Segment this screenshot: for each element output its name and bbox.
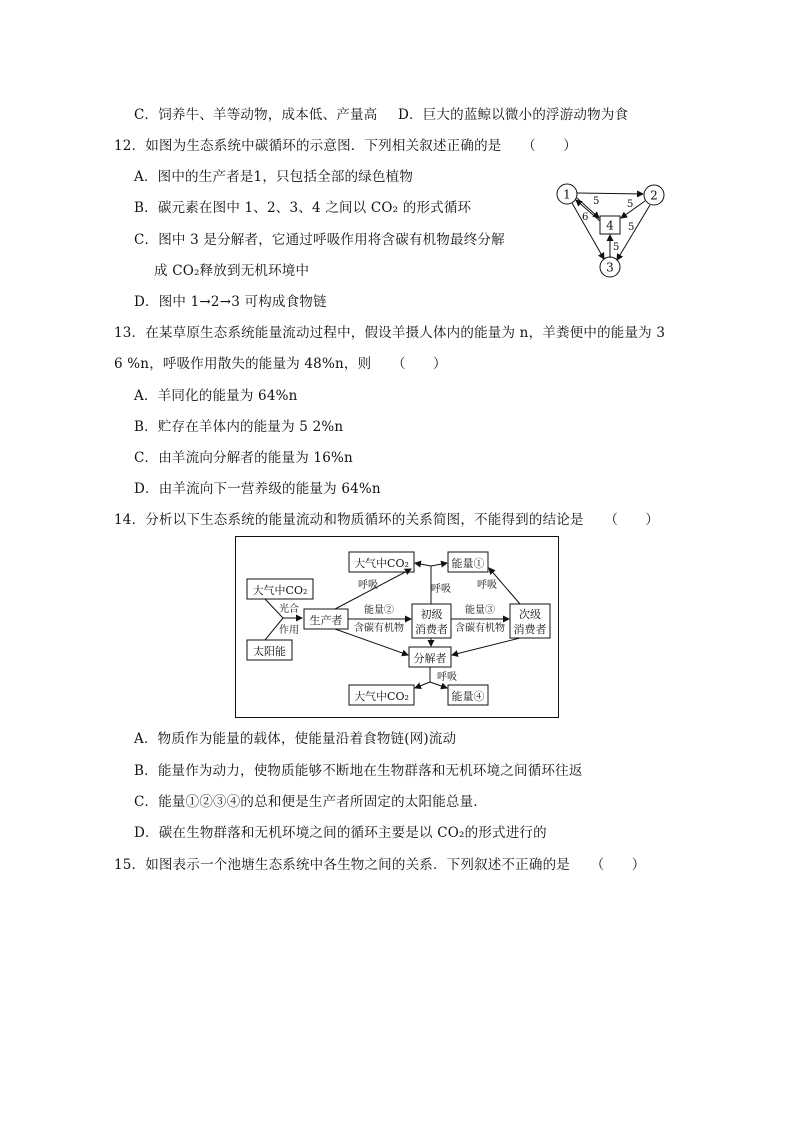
energy-flow-diagram (235, 536, 559, 718)
node-4-label: 4 (606, 218, 614, 233)
resp4-label: 呼吸 (437, 672, 457, 683)
q13-option-b: B．贮存在羊体内的能量为 5 2%n (134, 419, 344, 435)
energy1-label: 能量① (451, 557, 485, 570)
edge-label: 5 (628, 222, 635, 233)
q12-stem: 12．如图为生态系统中碳循环的示意图．下列相关叙述正确的是 （ ） (114, 138, 577, 154)
node-2-label: 2 (650, 188, 658, 203)
q14-option-c: C．能量①②③④的总和便是生产者所固定的太阳能总量． (134, 794, 488, 810)
q13-option-c: C．由羊流向分解者的能量为 16%n (134, 450, 353, 466)
q11-option-d: D．巨大的蓝鲸以微小的浮游动物为食 (398, 107, 629, 123)
q15-stem: 15．如图表示一个池塘生态系统中各生物之间的关系．下列叙述不正确的是 （ ） (114, 857, 646, 873)
edge-label: 5 (627, 199, 634, 210)
edge-label: 6 (582, 212, 589, 223)
q13-stem-line2: 6 %n，呼吸作用散失的能量为 48%n，则 （ ） (114, 356, 447, 372)
node-1-label: 1 (563, 187, 571, 202)
q12-option-b: B．碳元素在图中 1、2、3、4 之间以 CO₂ 的形式循环 (134, 200, 472, 216)
photosynthesis-label-2: 作用 (279, 625, 299, 636)
energy3-label: 能量③ (465, 605, 495, 616)
q14-option-b: B．能量作为动力，使物质能够不断地在生物群落和无机环境之间循环往返 (134, 763, 583, 779)
photosynthesis-label-1: 光合 (279, 604, 299, 615)
atmos-co2-left-label: 大气中CO₂ (252, 584, 308, 597)
q12-option-c-line2: 成 CO₂释放到无机环境中 (154, 263, 310, 279)
sunlight-label: 太阳能 (253, 645, 286, 658)
organic1-label: 含碳有机物 (354, 623, 404, 634)
producer-label: 生产者 (309, 614, 343, 627)
primary-label-1: 初级 (420, 608, 443, 621)
edge-label: 5 (593, 196, 600, 207)
q14-stem: 14．分析以下生态系统的能量流动和物质循环的关系简图，不能得到的结论是 （ ） (114, 512, 660, 528)
decomposer-label: 分解者 (413, 652, 447, 665)
carbon-cycle-diagram (550, 180, 675, 280)
energy2-label: 能量② (364, 605, 394, 616)
q12-option-d: D．图中 1→2→3 可构成食物链 (134, 294, 327, 310)
resp3-label: 呼吸 (477, 580, 497, 591)
q13-option-a: A．羊同化的能量为 64%n (134, 388, 298, 404)
q12-option-c-line1: C．图中 3 是分解者，它通过呼吸作用将含碳有机物最终分解 (134, 232, 505, 248)
q14-option-d: D．碳在生物群落和无机环境之间的循环主要是以 CO₂的形式进行的 (134, 825, 547, 841)
edge-label: 5 (613, 242, 620, 253)
edge-1-2 (577, 193, 643, 194)
q12-option-a: A．图中的生产者是1，只包括全部的绿色植物 (134, 169, 414, 185)
q14-option-a: A．物质作为能量的载体，使能量沿着食物链(网)流动 (134, 731, 457, 747)
q13-option-d: D．由羊流向下一营养级的能量为 64%n (134, 481, 381, 497)
secondary-label-1: 次级 (519, 608, 541, 621)
resp1-label: 呼吸 (358, 580, 378, 591)
organic2-label: 含碳有机物 (455, 623, 505, 634)
atmos-co2-bottom-label: 大气中CO₂ (354, 690, 409, 703)
primary-label-2: 消费者 (415, 623, 448, 636)
resp2-label: 呼吸 (431, 584, 451, 595)
atmos-co2-top-label: 大气中CO₂ (354, 557, 409, 570)
secondary-label-2: 消费者 (513, 623, 547, 636)
q11-option-c: C．饲养牛、羊等动物，成本低、产量高 (134, 107, 378, 123)
node-3-label: 3 (606, 260, 614, 275)
q13-stem-line1: 13．在某草原生态系统能量流动过程中，假设羊摄人体内的能量为 n，羊粪便中的能量为 3 (114, 325, 666, 341)
energy4-label: 能量④ (451, 690, 485, 703)
